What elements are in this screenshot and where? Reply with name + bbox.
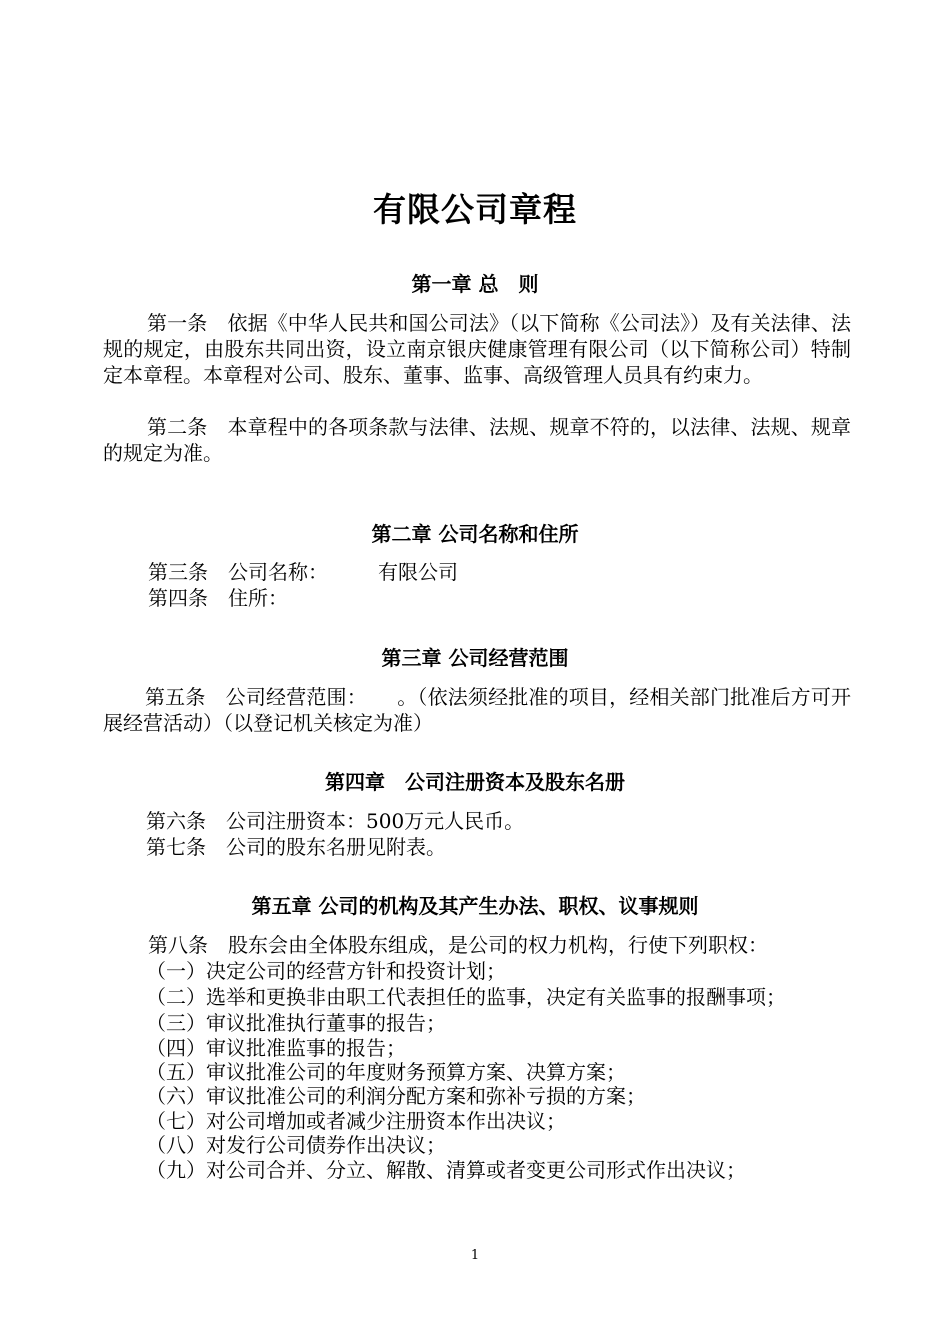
chapter-4-heading: 第四章 公司注册资本及股东名册 bbox=[325, 770, 625, 794]
power-item: （五）审议批准公司的年度财务预算方案、决算方案； bbox=[146, 1060, 626, 1084]
article-4: 第四条 住所： bbox=[148, 586, 288, 610]
article-7: 第七条 公司的股东名册见附表。 bbox=[146, 835, 446, 859]
power-item: （三）审议批准执行董事的报告； bbox=[146, 1011, 446, 1035]
chapter-1-heading: 第一章 总 则 bbox=[411, 272, 539, 296]
power-item: （八）对发行公司债券作出决议； bbox=[146, 1133, 446, 1157]
article-1: 第一条 依据《中华人民共和国公司法》（以下简称《公司法》）及有关法律、法规的规定，由股东共同出资，设立南京银庆健康管理有限公司（以下简称公司）特制定本章程。本章程对公司、股东、董事、监事、高级管理人员具有约束力。 bbox=[103, 311, 851, 387]
page-number: 1 bbox=[470, 1248, 480, 1263]
power-item: （七）对公司增加或者减少注册资本作出决议； bbox=[146, 1109, 566, 1133]
power-item: （九）对公司合并、分立、解散、清算或者变更公司形式作出决议； bbox=[146, 1158, 746, 1182]
article-6: 第六条 公司注册资本：500万元人民币。 bbox=[146, 809, 525, 833]
chapter-5-heading: 第五章 公司的机构及其产生办法、职权、议事规则 bbox=[251, 894, 699, 918]
article-3: 第三条 公司名称： 有限公司 bbox=[148, 560, 458, 584]
article-5: 第五条 公司经营范围： 。（依法须经批准的项目，经相关部门批准后方可开展经营活动）（以登记机关核定为准） bbox=[103, 685, 851, 735]
article-8: 第八条 股东会由全体股东组成，是公司的权力机构，行使下列职权： bbox=[148, 933, 768, 957]
chapter-3-heading: 第三章 公司经营范围 bbox=[381, 646, 569, 670]
chapter-2-heading: 第二章 公司名称和住所 bbox=[371, 522, 579, 546]
power-item: （四）审议批准监事的报告； bbox=[146, 1036, 406, 1060]
power-item: （一）决定公司的经营方针和投资计划； bbox=[146, 959, 506, 983]
article-2: 第二条 本章程中的各项条款与法律、法规、规章不符的，以法律、法规、规章的规定为准。 bbox=[103, 415, 851, 465]
power-item: （二）选举和更换非由职工代表担任的监事，决定有关监事的报酬事项； bbox=[146, 985, 786, 1009]
document-title: 有限公司章程 bbox=[373, 190, 577, 229]
power-item: （六）审议批准公司的利润分配方案和弥补亏损的方案； bbox=[146, 1084, 646, 1108]
